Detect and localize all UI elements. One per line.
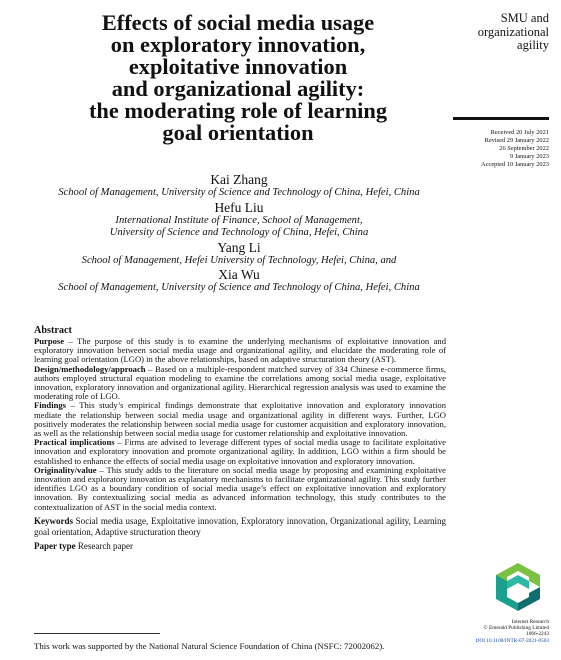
paper-type-label: Paper type <box>34 540 76 551</box>
section-text: – This study adds to the literature on social media usage by proposing and examining exploitative innovation and exploratory innovation as explanatory mechanisms to facilitate organizational agility. This study further identifies LGO as a boundary condition of social media usage’s effect on exploitative innovation and exploratory innovation. By contextualizing social media as advanced information technology, this study contributes to the contextualization of AST in the social media context. <box>34 464 446 512</box>
author-name: Yang Li <box>217 239 261 255</box>
running-header-line: organizational <box>477 24 549 39</box>
logo-inner-shape <box>507 575 529 589</box>
keywords <box>34 516 446 539</box>
author-affiliation: International Institute of Finance, School of Management, <box>115 214 363 226</box>
abstract-findings <box>34 401 446 438</box>
section-text: – Firms are advised to leverage different types of social media usage to facilitate exploitative innovation and exploratory innovation and promote organizational agility. In addition, LGO within a firm should be established to enhance the effects of social media usage on exploitative innovation and exploratory innovation. <box>34 437 446 466</box>
doi-link[interactable]: DOI 10.1108/INTR-07-2021-0503 <box>475 637 549 644</box>
date-line: Received 20 July 2021 <box>490 129 549 136</box>
logo-right-shape <box>518 587 540 611</box>
title-line: exploitative innovation <box>128 54 348 79</box>
publisher: © Emerald Publishing Limited <box>483 625 549 632</box>
running-header-line: agility <box>517 38 549 52</box>
abstract-originality <box>34 466 446 512</box>
issn: 1066-2243 <box>526 631 549 638</box>
section-text: – This study’s empirical findings demonstrate that exploitative innovation and exploratory innovation mediate the relationship between social media usage and organizational agility in different ways. Further, LGO positively moderates the relationship between social media usage for customer acquisition and exploratory innovation, as well as the relationship between social media usage for customer relationship and exploitative innovation. <box>34 400 446 439</box>
title-line: on exploratory innovation, <box>110 32 366 57</box>
author-affiliation: School of Management, University of Science and Technology of China, Hefei, China <box>58 187 420 198</box>
keywords-text: Social media usage, Exploitative innovation, Exploratory innovation, Organizational agility, Learning goal orientation, Adaptive structuration theory <box>34 515 446 538</box>
received-dates <box>409 129 549 169</box>
author-affiliation: School of Management, University of Science and Technology of China, Hefei, China <box>58 282 420 293</box>
section-label: Originality/value <box>34 464 97 475</box>
emerald-logo-icon <box>496 563 540 611</box>
title-line: the moderating role of learning <box>88 98 388 123</box>
abstract-purpose <box>34 337 446 365</box>
date-line: 9 January 2023 <box>509 153 549 160</box>
section-label: Purpose <box>34 336 65 346</box>
title-line: and organizational agility: <box>111 76 365 101</box>
title-line: goal orientation <box>162 120 314 145</box>
running-header-line: SMU and <box>500 11 549 25</box>
funding-footnote: This work was supported by the National Natural Science Foundation of China (NSFC: 72002062). <box>34 641 385 651</box>
header-rule <box>453 117 549 120</box>
title-line: Effects of social media usage <box>101 10 375 35</box>
author-name: Kai Zhang <box>210 172 268 187</box>
date-line: Accepted 10 January 2023 <box>481 161 549 168</box>
section-label: Design/methodology/approach <box>34 363 146 374</box>
running-header <box>439 12 549 53</box>
footnote-rule <box>34 633 160 634</box>
abstract <box>34 325 446 552</box>
author-name: Xia Wu <box>218 267 260 282</box>
abstract-practical-implications <box>34 438 446 466</box>
journal-info <box>419 619 549 644</box>
article-title <box>30 12 446 144</box>
author-affiliation: University of Science and Technology of China, Hefei, China <box>109 227 369 238</box>
keywords-label: Keywords <box>34 515 73 526</box>
date-line: 26 September 2022 <box>499 145 549 152</box>
section-label: Practical implications <box>34 437 115 448</box>
section-label: Findings <box>34 400 67 411</box>
paper-type <box>34 541 446 553</box>
author-name: Hefu Liu <box>214 199 264 215</box>
paper-type-text: Research paper <box>75 540 134 551</box>
section-text: – Based on a multiple-respondent matched survey of 334 Chinese e-commerce firms, authors employed structural equation modeling to examine the correlations among social media usage, exploitative innovation, exploratory innovation and organizational agility. Hierarchical regression analysis was used to examine the moderating role of LGO. <box>34 363 446 402</box>
abstract-heading: Abstract <box>34 325 72 336</box>
journal-name: Internet Research <box>511 619 549 625</box>
author-affiliation: School of Management, Hefei University of Technology, Hefei, China, and <box>81 254 397 266</box>
abstract-design <box>34 365 446 402</box>
author-block <box>10 172 468 295</box>
date-line: Revised 29 January 2022 <box>484 137 549 144</box>
section-text: – The purpose of this study is to examine the underlying mechanisms of exploitative innovation and exploratory innovation between social media usage and organizational agility, and elucidate the moderating role of learning goal orientation (LGO) in the above relationships, based on adaptive structuration theory (AST). <box>34 336 446 365</box>
